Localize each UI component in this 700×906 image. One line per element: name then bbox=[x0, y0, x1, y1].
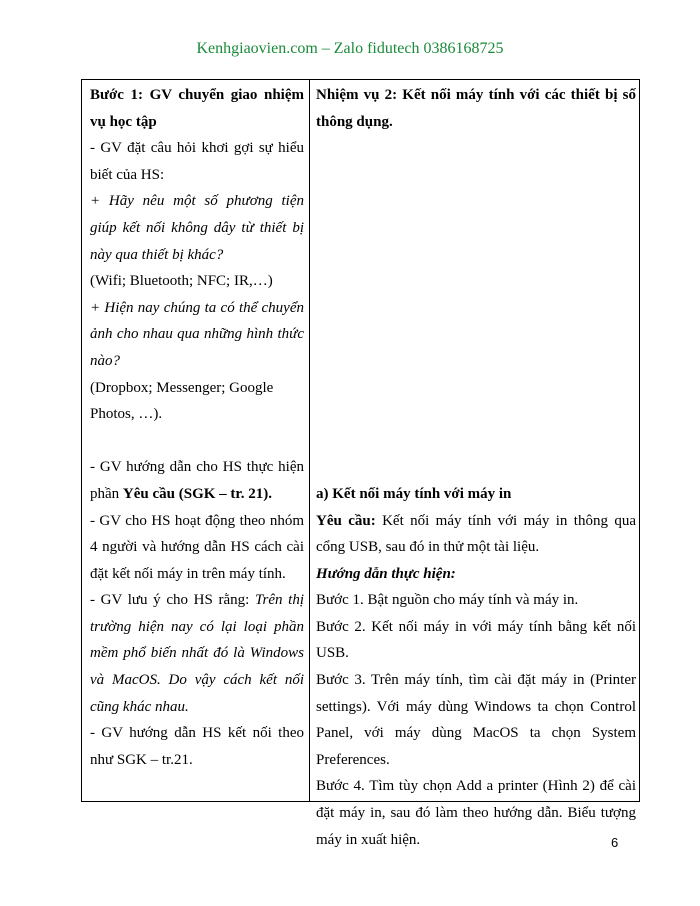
section-a-heading: a) Kết nối máy tính với máy in bbox=[316, 485, 512, 502]
blank-line bbox=[316, 375, 636, 402]
lesson-table bbox=[81, 79, 640, 848]
blank-line bbox=[316, 242, 636, 269]
page-number: 6 bbox=[611, 835, 619, 850]
blank-line bbox=[316, 188, 636, 215]
group-activity: - GV cho HS hoạt động theo nhóm 4 người và hướng dẫn HS cách cài đặt kết nối máy in trên máy tính. bbox=[90, 512, 304, 582]
step-4: Bước 4. Tìm tùy chọn Add a printer (Hình 2) để cài đặt máy in, sau đó làm theo hướng dẫn. Biểu tượng máy in xuất hiện. bbox=[316, 778, 636, 848]
blank-line bbox=[316, 135, 636, 162]
step-3: Bước 3. Trên máy tính, tìm cài đặt máy in (Printer settings). Với máy dùng Windows ta chọn Control Panel, với máy dùng MacOS ta chọn System Preferences. bbox=[316, 672, 636, 768]
student-product-column bbox=[316, 82, 636, 853]
guide-sgk: - GV hướng dẫn HS kết nối theo như SGK – tr.21. bbox=[90, 725, 304, 768]
requirement-text: Kết nối máy tính với máy in thông qua cổng USB, sau đó in thử một tài liệu. bbox=[316, 512, 637, 556]
blank-line bbox=[316, 295, 636, 322]
guide-requirement bbox=[90, 454, 304, 507]
page-header: Kenhgiaovien.com – Zalo fidutech 0386168725 bbox=[196, 40, 504, 57]
step-1-heading: Bước 1: GV chuyển giao nhiệm vụ học tập bbox=[90, 87, 304, 130]
requirement bbox=[316, 508, 636, 561]
teacher-note bbox=[90, 587, 304, 720]
blank-line bbox=[316, 162, 636, 189]
blank-line bbox=[316, 215, 636, 242]
teacher-activity-column bbox=[90, 82, 304, 773]
blank-line bbox=[316, 348, 636, 375]
answer-wireless: (Wifi; Bluetooth; NFC; IR,…) bbox=[90, 273, 273, 290]
step-1: Bước 1. Bật nguồn cho máy tính và máy in. bbox=[316, 592, 579, 609]
teacher-note-italic: Trên thị trường hiện nay có lại loại phần mềm phổ biến nhất đó là Windows và MacOS. Do vậy cách kết nối cũng khác nhau. bbox=[90, 592, 304, 715]
requirement-label: Yêu cầu: bbox=[316, 512, 376, 529]
instructions-heading: Hướng dẫn thực hiện: bbox=[316, 565, 456, 582]
blank-line bbox=[316, 454, 636, 481]
question-wireless: + Hãy nêu một số phương tiện giúp kết nối không dây từ thiết bị này qua thiết bị khác? bbox=[90, 193, 304, 263]
blank-line bbox=[316, 401, 636, 428]
blank-line bbox=[316, 268, 636, 295]
column-divider bbox=[309, 80, 310, 801]
question-photo-sharing: + Hiện nay chúng ta có thể chuyển ảnh cho nhau qua những hình thức nào? bbox=[90, 299, 304, 369]
blank-line bbox=[316, 321, 636, 348]
guide-requirement-bold: Yêu cầu (SGK – tr. 21). bbox=[122, 485, 272, 502]
teacher-note-lead: - GV lưu ý cho HS rằng: bbox=[90, 592, 255, 609]
task-2-heading: Nhiệm vụ 2: Kết nối máy tính với các thiết bị số thông dụng. bbox=[316, 87, 636, 130]
answer-photo-sharing: (Dropbox; Messenger; Google Photos, …). bbox=[90, 379, 274, 423]
step-2: Bước 2. Kết nối máy in với máy tính bằng kết nối USB. bbox=[316, 618, 636, 662]
blank-line bbox=[316, 428, 636, 455]
guide-requirement-text: - GV hướng dẫn cho HS thực hiện phần bbox=[90, 459, 304, 502]
teacher-question-intro: - GV đặt câu hỏi khơi gợi sự hiểu biết của HS: bbox=[90, 140, 304, 183]
blank-line bbox=[90, 428, 304, 455]
